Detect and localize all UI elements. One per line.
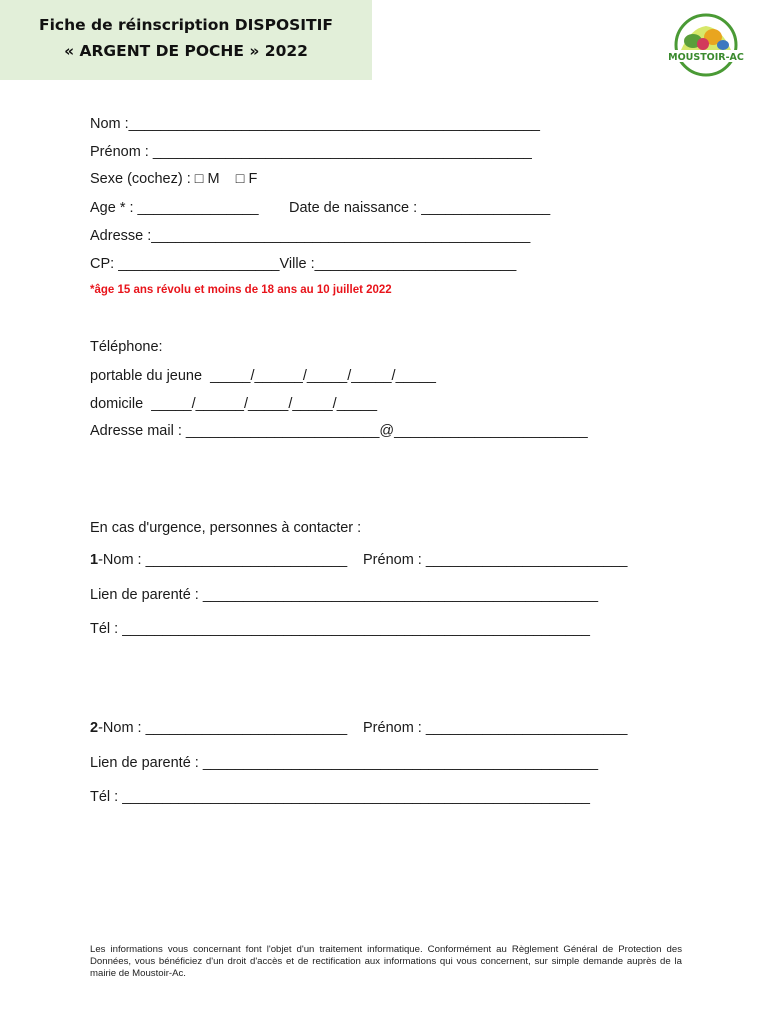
logo-wordmark: MOUSTOIR-AC [668,52,744,63]
contact2-nom-field[interactable] [90,720,347,736]
contact1-prenom-field[interactable]: Prénom : _________________________ [363,552,628,568]
contact1-tel-field[interactable]: Tél : __________________________________________________________ [90,621,590,637]
contact1-lien-field[interactable]: Lien de parenté : _________________________________________________ [90,587,599,603]
contact2-lien-field[interactable]: Lien de parenté : _________________________________________________ [90,755,599,771]
adresse-field[interactable]: Adresse :_______________________________________________ [90,228,531,244]
contact2-tel-field[interactable]: Tél : __________________________________________________________ [90,789,590,805]
rgpd-footer: Les informations vous concernant font l'objet d'un traitement informatique. Conformément au Règlement Général de Protection des Données, vous bénéficiez d'un droit d'accès et de rectification aux informations qui vous concernent, sur simple demande auprès de la mairie de Moustoir-Ac. [90,944,682,979]
title-banner [0,0,372,80]
urgence-heading: En cas d'urgence, personnes à contacter : [90,520,362,536]
moustoir-ac-logo [663,10,749,80]
contact2-nom: -Nom : _________________________ [98,720,348,736]
prenom-field[interactable]: Prénom : _______________________________________________ [90,144,532,160]
age-note: *âge 15 ans révolu et moins de 18 ans au 10 juillet 2022 [90,284,392,296]
contact1-nom-field[interactable] [90,552,347,568]
nom-field[interactable]: Nom :___________________________________________________ [90,116,540,132]
document-title-line1: Fiche de réinscription DISPOSITIF [38,16,333,34]
contact1-nom: -Nom : _________________________ [98,552,348,568]
contact2-prenom-field[interactable]: Prénom : _________________________ [363,720,628,736]
domicile-field[interactable]: domicile _____/______/_____/_____/_____ [90,396,378,412]
contact1-number: 1 [90,552,99,568]
age-field[interactable]: Age * : _______________ [90,200,259,216]
mail-field[interactable]: Adresse mail : ________________________@________________________ [90,423,588,439]
portable-field[interactable]: portable du jeune _____/______/_____/_____/_____ [90,368,436,384]
date-naissance-field[interactable]: Date de naissance : ________________ [289,200,551,216]
sexe-field[interactable]: Sexe (cochez) : □ M □ F [90,171,258,187]
contact2-number: 2 [90,720,99,736]
telephone-label: Téléphone: [90,339,163,355]
document-title-line2: « ARGENT DE POCHE » 2022 [64,42,308,60]
cp-ville-field[interactable]: CP: ____________________Ville :_________________________ [90,256,517,272]
